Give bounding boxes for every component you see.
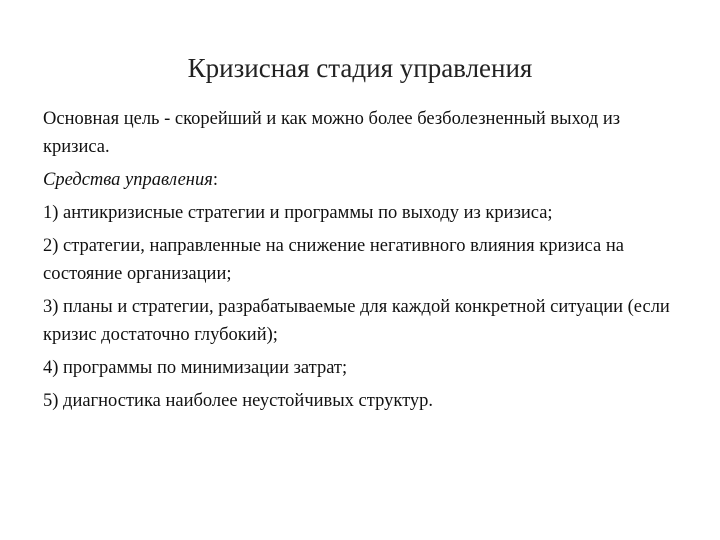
goal-paragraph: Основная цель - скорейший и как можно более безболезненный выход из кризиса.: [43, 109, 621, 157]
means-heading-text: Средства управления: [43, 170, 213, 190]
means-item-5: 5) диагностика наиболее неустойчивых структур.: [43, 391, 434, 411]
means-item-4: 4) программы по минимизации затрат;: [43, 358, 348, 378]
means-heading-colon: :: [212, 170, 218, 190]
slide-title: Кризисная стадия управления: [187, 53, 533, 83]
means-item-1: 1) антикризисные стратегии и программы по выходу из кризиса;: [43, 203, 553, 223]
means-item-3: 3) планы и стратегии, разрабатываемые для каждой конкретной ситуации (если кризис достаточно глубокий);: [43, 297, 670, 345]
slide-body: [43, 105, 683, 420]
means-heading: [43, 166, 683, 194]
means-item-2: 2) стратегии, направленные на снижение негативного влияния кризиса на состояние организации;: [43, 236, 624, 284]
